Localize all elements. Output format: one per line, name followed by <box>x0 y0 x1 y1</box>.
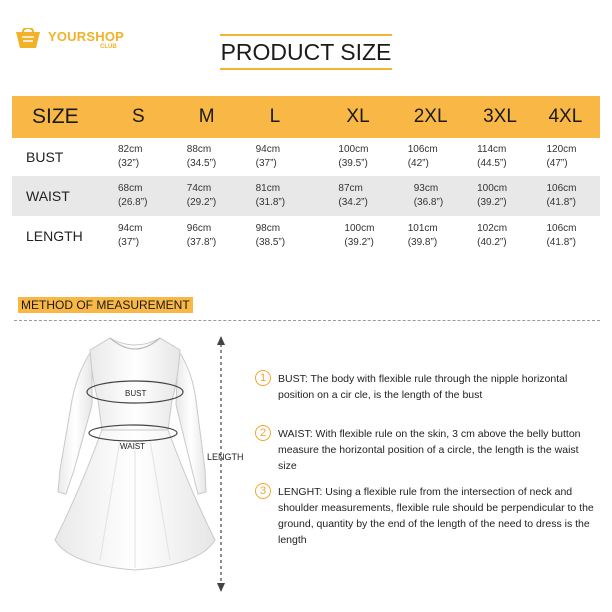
table-cell: 101cm (39.8”) <box>398 216 467 256</box>
step-text: LENGHT: Using a flexible rule from the intersection of neck and shoulder measurements, flexible rule should be perpendicular to the ground, quantity by the end of the length of the need to dress is the length <box>278 486 594 546</box>
table-cell: 93cm (36.8”) <box>398 176 467 216</box>
dashed-divider <box>14 320 600 321</box>
page-title: PRODUCT SIZE <box>220 39 392 65</box>
table-cell: 98cm (38.5”) <box>256 216 327 256</box>
table-cell: 102cm (40.2”) <box>467 216 538 256</box>
table-cell: 94cm (37”) <box>256 138 327 176</box>
step-number-badge: 2 <box>255 425 271 441</box>
table-cell: 120cm (47”) <box>538 138 600 176</box>
row-label-length: LENGTH <box>12 216 118 256</box>
row-label-waist: WAIST <box>12 176 118 216</box>
table-cell: 96cm (37.8”) <box>187 216 256 256</box>
step-number-badge: 1 <box>255 370 271 386</box>
step-text: WAIST: With flexible rule on the skin, 3 cm above the belly button measure the horizontal position of a circle, the length is the waist size <box>278 428 581 472</box>
table-cell: 114cm (44.5”) <box>467 138 538 176</box>
brand-logo <box>14 26 124 52</box>
table-cell: 87cm (34.2”) <box>326 176 397 216</box>
table-cell: 94cm (37”) <box>118 216 187 256</box>
table-row <box>12 216 600 256</box>
table-cell: 106cm (42”) <box>398 138 467 176</box>
waist-label: WAIST <box>120 442 146 451</box>
size-table <box>12 96 600 256</box>
table-row <box>12 138 600 176</box>
table-cell: 100cm (39.2”) <box>467 176 538 216</box>
size-col-2xl: 2XL <box>398 96 467 138</box>
method-heading: METHOD OF MEASUREMENT <box>18 297 193 313</box>
table-cell: 81cm (31.8”) <box>256 176 327 216</box>
bust-label: BUST <box>125 389 147 398</box>
step-number-badge: 3 <box>255 483 271 499</box>
arrow-down-icon <box>217 583 225 592</box>
size-col-3xl: 3XL <box>467 96 538 138</box>
table-cell: 68cm (26.8”) <box>118 176 187 216</box>
table-cell: 88cm (34.5”) <box>187 138 256 176</box>
table-cell: 106cm (41.8”) <box>538 216 600 256</box>
arrow-up-icon <box>217 336 225 345</box>
table-cell: 100cm (39.2”) <box>326 216 397 256</box>
table-cell: 100cm (39.5”) <box>326 138 397 176</box>
size-col-m: M <box>187 96 256 138</box>
table-cell: 74cm (29.2”) <box>187 176 256 216</box>
size-header-row <box>12 96 600 138</box>
size-col-xl: XL <box>326 96 397 138</box>
size-col-l: L <box>256 96 327 138</box>
table-cell: 106cm (41.8”) <box>538 176 600 216</box>
brand-name: YOURSHOP <box>48 29 125 44</box>
row-label-bust: BUST <box>12 138 118 176</box>
size-corner: SIZE <box>12 96 118 138</box>
title-rule-bottom <box>220 68 392 70</box>
dress-diagram <box>0 325 250 612</box>
size-col-4xl: 4XL <box>538 96 600 138</box>
table-row <box>12 176 600 216</box>
shopping-bag-icon <box>14 28 44 50</box>
length-label: LENGTH <box>207 452 244 462</box>
step-text: BUST: The body with flexible rule through the nipple horizontal position on a cir cle, is the length of the bust <box>278 373 568 401</box>
size-col-s: S <box>118 96 187 138</box>
brand-sub: CLUB <box>100 44 117 50</box>
table-cell: 82cm (32”) <box>118 138 187 176</box>
